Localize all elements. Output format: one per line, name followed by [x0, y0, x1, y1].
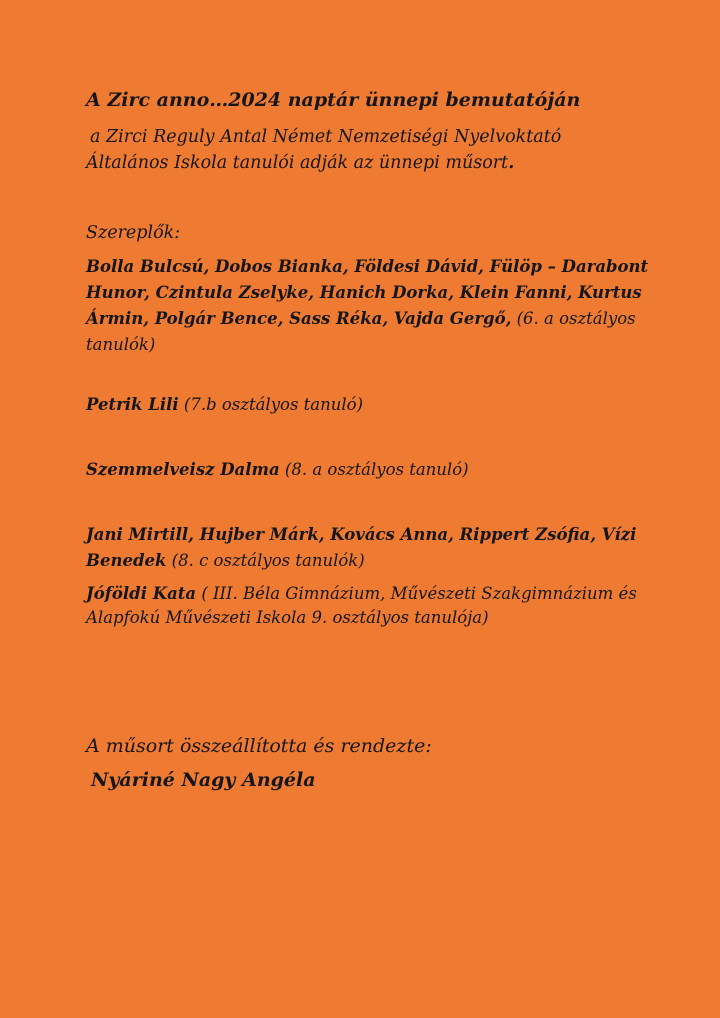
cast-class-note: (8. a osztályos tanuló) — [279, 460, 469, 479]
intro-line-2 — [86, 150, 686, 176]
cast-group-8a — [86, 457, 686, 483]
cast-names: Bolla Bulcsú, Dobos Bianka, Földesi Dávid, Fülöp – Darabont Hunor, Czintula Zselyke, Hanich Dorka, Klein Fanni, Kurtus Ármin, Polgár Bence, Sass Réka, Vajda Gergő, — [86, 257, 649, 328]
director-name: Nyáriné Nagy Angéla — [91, 769, 316, 791]
cast-class-note: (7.b osztályos tanuló) — [178, 395, 364, 414]
cast-class-note: ( III. Béla Gimnázium, Művészeti Szakgimnázium és Alapfokú Művészeti Iskola 9. osztályos tanulója) — [86, 584, 637, 627]
intro-line-1: a Zirci Reguly Antal Német Nemzetiségi Nyelvoktató — [90, 127, 562, 147]
intro-text — [86, 124, 686, 176]
cast-class-note: (8. c osztályos tanulók) — [166, 551, 365, 570]
cast-group-7b — [86, 392, 686, 418]
cast-class-note: (6. a osztályos tanulók) — [86, 309, 636, 354]
director-heading: A műsort összeállította és rendezte: — [86, 735, 432, 757]
cast-group-6a — [86, 254, 686, 358]
cast-names: Szemmelveisz Dalma — [86, 460, 280, 479]
cast-heading: Szereplők: — [86, 223, 181, 243]
intro-line-2-period: . — [508, 153, 515, 173]
cast-names: Jani Mirtill, Hujber Márk, Kovács Anna, Rippert Zsófia, Vízi Benedek — [86, 525, 637, 570]
page-title: A Zirc anno…2024 naptár ünnepi bemutatóján — [86, 89, 581, 111]
cast-names: Petrik Lili — [86, 395, 179, 414]
cast-group-gimnazium — [86, 582, 686, 630]
cast-names: Jóföldi Kata — [86, 584, 197, 603]
cast-group-8c — [86, 522, 686, 574]
intro-line-2-text: Általános Iskola tanulói adják az ünnepi műsort — [86, 153, 509, 173]
